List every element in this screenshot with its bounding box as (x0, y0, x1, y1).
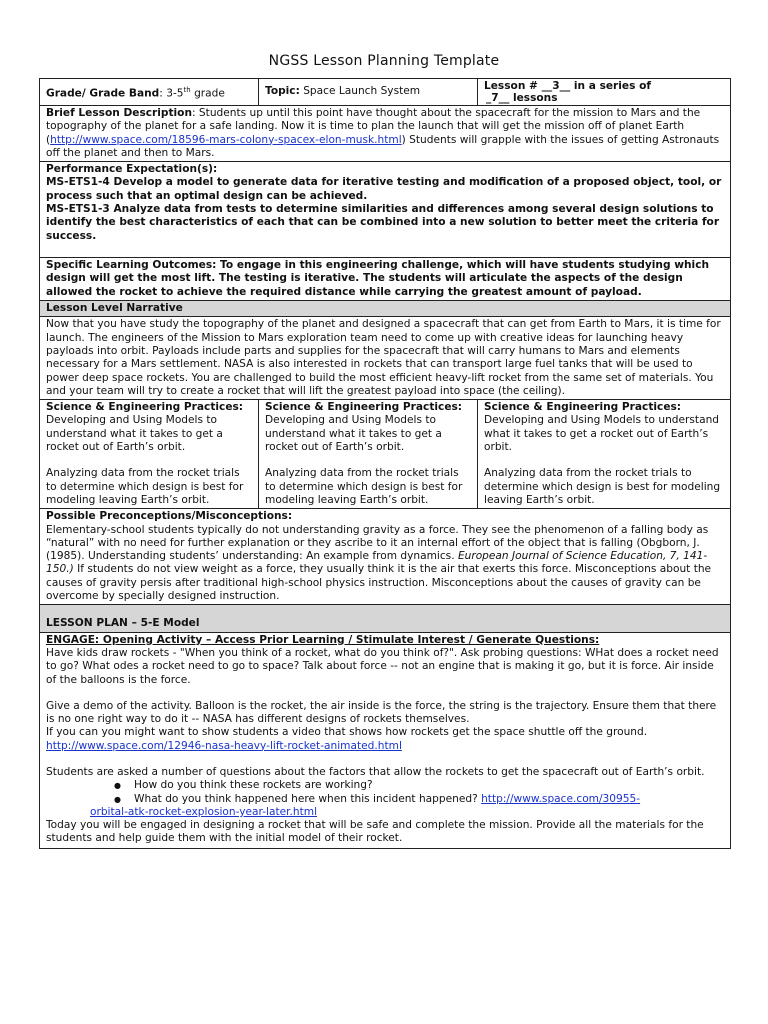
engage-para-5: Today you will be engaged in designing a rocket that will be safe and complete the mission. Provide all the materials for the students and help guide them with the initial model of their rocket. (46, 819, 704, 845)
lesson-plan-label-row (40, 605, 731, 632)
performance-row (40, 162, 731, 258)
engage-para-3: If you can you might want to show students a video that shows how rockets get the space shuttle off the ground. (46, 726, 648, 739)
brief-text-1: : Students up until this point have thought about the spacecraft for the mission to Mars and the topography of the planet for a safe landing. Now it is time to plan the launch that will get the mission off of planet Earth ( (46, 107, 701, 146)
practices-label: Science & Engineering Practices: (265, 401, 463, 414)
narrative-row (40, 317, 731, 400)
lesson-plan-label: LESSON PLAN – 5-E Model (40, 605, 731, 632)
narrative-label: Lesson Level Narrative (40, 301, 731, 317)
preconceptions-text-1: Elementary-school students typically do not understanding gravity as a force. They see the phenomenon of a falling body as “natural” with no need for further explanation or they ascribe to it an internal effort of the object that is falling (Obgborn, J. (1985). Understanding students’ understanding: An example from dynamics. (46, 523, 709, 563)
practices-label: Science & Engineering Practices: (46, 401, 244, 414)
question-list (46, 779, 724, 806)
practices-item: Analyzing data from the rocket trials to determine which design is best for modeling leaving Earth’s orbit. (46, 467, 244, 506)
practices-item: Developing and Using Models to understand what it takes to get a rocket out of Earth’s orbit. (484, 414, 720, 454)
topic-value: Space Launch System (299, 85, 421, 98)
grade-cell (40, 79, 259, 106)
practices-item: Developing and Using Models to understand what it takes to get a rocket out of Earth’s orbit. (46, 414, 223, 454)
grade-sup: th (183, 85, 191, 94)
preconceptions-label: Possible Preconceptions/Misconceptions: (46, 510, 293, 523)
explosion-link[interactable]: http://www.space.com/30955- (481, 792, 641, 805)
engage-row (40, 632, 731, 848)
lesson-number-cell (478, 79, 731, 106)
practices-item: Analyzing data from the rocket trials to determine which design is best for modeling leaving Earth’s orbit. (484, 467, 721, 506)
grade-suffix: grade (190, 87, 225, 100)
practices-cell-2 (259, 400, 478, 509)
performance-pe1: MS-ETS1-4 Develop a model to generate data for iterative testing and modification of a proposed object, tool, or process such that an optimal design can be achieved. (46, 176, 722, 202)
grade-label: Grade/ Grade Band (46, 87, 160, 100)
list-item: ● How do you think these rockets are working? (134, 779, 724, 792)
engage-para-1: Have kids draw rockets - "When you think of a rocket, what do you think of?". Ask probing questions: WHat does a rocket need to go? What odes a rocket need to go to space? Talk about force -- not an engine that is making it go, but it is force. Air inside of the balloons is the force. (46, 646, 719, 686)
preconceptions-text-2: If students do not view weight as a force, they usually think it is the air that exerts this force. Misconceptions about the causes of gravity persis after traditional high-school physics instruction. Misconceptions about the causes of gravity can be overcome by specially designed instruction. (46, 563, 712, 603)
video-link[interactable]: http://www.space.com/12946-nasa-heavy-lift-rocket-animated.html (46, 739, 402, 752)
practices-cell-3 (478, 400, 731, 509)
engage-para-2: Give a demo of the activity. Balloon is the rocket, the air inside is the force, the string is the trajectory. Ensure them that there is no one right way to do it -- NASA has different designs of rockets themselves. (46, 699, 717, 726)
lesson-number-line1: Lesson # __3__ in a series of (484, 80, 651, 92)
explosion-link-cont[interactable]: orbital-atk-rocket-explosion-year-later.html (90, 805, 318, 818)
performance-cell (40, 162, 731, 258)
topic-label: Topic: (265, 85, 300, 98)
outcomes-row (40, 258, 731, 301)
practices-cell-1 (40, 400, 259, 509)
outcomes-cell: Specific Learning Outcomes: To engage in this engineering challenge, which will have students studying which design will get the most lift. The testing is iterative. The students will articulate the aspects of the design allowed the rocket to achieve the required distance while carrying the greatest amount of payload. (40, 258, 731, 301)
grade-value: : 3-5 (159, 87, 184, 100)
list-item (134, 793, 724, 806)
engage-label: ENGAGE: Opening Activity – Access Prior Learning / Stimulate Interest / Generate Questions: (46, 633, 600, 646)
performance-label: Performance Expectation(s): (46, 163, 218, 176)
engage-para-4: Students are asked a number of questions about the factors that allow the rockets to get the spacecraft out of Earth’s orbit. (46, 765, 705, 778)
brief-row (40, 106, 731, 162)
preconceptions-journal: European Journal of Science Education, 7, 141-150.) (46, 550, 708, 576)
lesson-plan-table (39, 78, 731, 849)
narrative-label-row (40, 301, 731, 317)
header-row (40, 79, 731, 106)
performance-pe2: MS-ETS1-3 Analyze data from tests to determine similarities and differences among several design solutions to identify the best characteristics of each that can be combined into a new solution to better meet the criteria for success. (46, 203, 720, 242)
practices-item: Analyzing data from the rocket trials to determine which design is best for modeling leaving Earth’s orbit. (265, 467, 463, 506)
brief-link[interactable]: http://www.space.com/18596-mars-colony-spacex-elon-musk.html (50, 133, 402, 146)
engage-cell (40, 632, 731, 848)
bullet-2-text: What do you think happened here when this incident happened? (134, 792, 482, 805)
lesson-number-line2: _7__ lessons (486, 92, 558, 104)
practices-item: Developing and Using Models to understand what it takes to get a rocket out of Earth’s orbit. (265, 414, 442, 454)
practices-label: Science & Engineering Practices: (484, 401, 682, 414)
preconceptions-cell (40, 509, 731, 605)
preconceptions-row (40, 509, 731, 605)
topic-cell (259, 79, 478, 106)
practices-row (40, 400, 731, 509)
narrative-text: Now that you have study the topography of the planet and designed a spacecraft that can get from Earth to Mars, it is time for launch. The engineers of the Mission to Mars exploration team need to come up with creative ideas for launching heavy payloads into orbit. Payloads include parts and supplies for the spacecraft that will carry humans to Mars and elements necessary for a Mars settlement. NASA is also interested in rockets that can transport large fuel tanks that will be used to power deep space rockets. You are challenged to build the most efficient heavy-lift rocket from the same set of materials. You and your team will try to create a rocket that will lift the greatest payload into space (the ceiling). (40, 317, 731, 400)
page-title: NGSS Lesson Planning Template (268, 53, 500, 69)
brief-label: Brief Lesson Description (46, 107, 192, 119)
brief-cell (40, 106, 731, 162)
brief-text-2: ) Students will grapple with the issues of getting Astronauts off the planet and then to Mars. (46, 133, 720, 159)
